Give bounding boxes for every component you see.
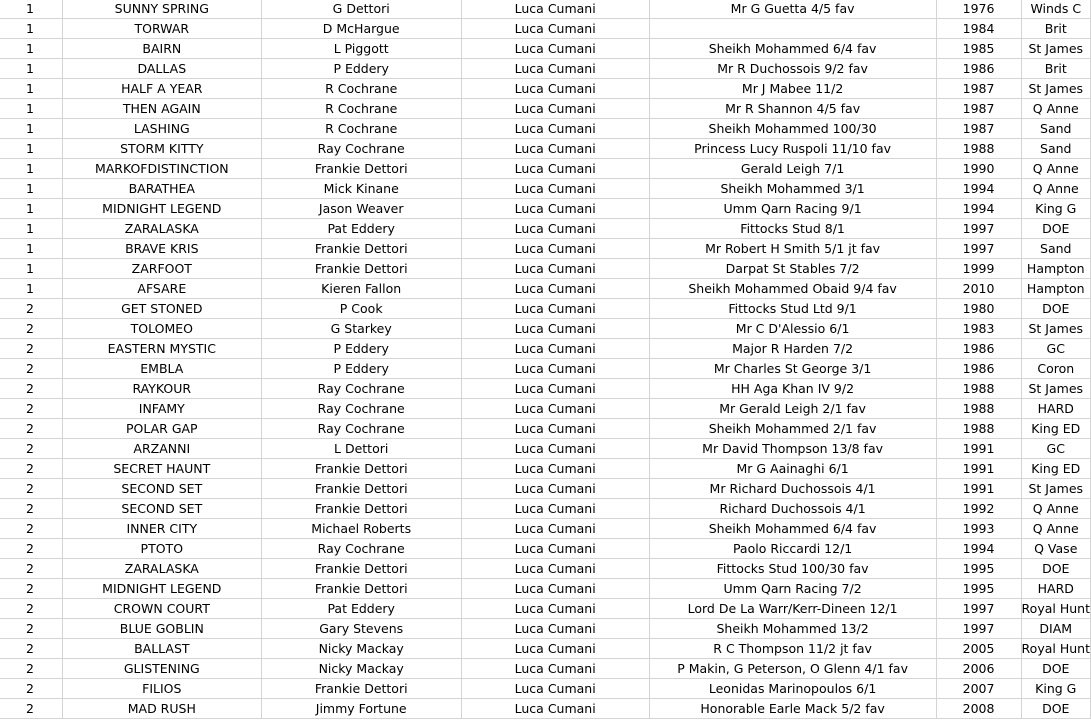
cell-year[interactable]: 1976 [936,0,1021,19]
cell-horse[interactable]: INFAMY [62,399,261,419]
table-row [0,499,1091,519]
cell-position[interactable]: 2 [0,459,62,479]
cell-race[interactable]: Royal Hunt [1021,639,1090,659]
cell-owner-odds[interactable]: Fittocks Stud 100/30 fav [649,559,936,579]
cell-jockey[interactable]: Frankie Dettori [261,579,461,599]
cell-trainer[interactable]: Luca Cumani [461,539,649,559]
cell-position[interactable]: 2 [0,319,62,339]
cell-horse[interactable]: BALLAST [62,639,261,659]
cell-position[interactable]: 2 [0,579,62,599]
cell-owner-odds[interactable]: Leonidas Marinopoulos 6/1 [649,679,936,699]
cell-position[interactable]: 1 [0,139,62,159]
table-row [0,679,1091,699]
cell-trainer[interactable]: Luca Cumani [461,359,649,379]
table-row [0,539,1091,559]
cell-trainer[interactable]: Luca Cumani [461,419,649,439]
cell-owner-odds[interactable]: Sheikh Mohammed 100/30 [649,119,936,139]
cell-horse[interactable]: POLAR GAP [62,419,261,439]
cell-trainer[interactable]: Luca Cumani [461,679,649,699]
table-row [0,359,1091,379]
table-row [0,19,1091,39]
table-row [0,239,1091,259]
cell-jockey[interactable]: Jason Weaver [261,199,461,219]
cell-race[interactable]: Hampton [1021,259,1090,279]
cell-trainer[interactable]: Luca Cumani [461,639,649,659]
cell-jockey[interactable]: R Cochrane [261,99,461,119]
cell-jockey[interactable]: Ray Cochrane [261,139,461,159]
cell-horse[interactable]: EASTERN MYSTIC [62,339,261,359]
cell-race[interactable]: HARD [1021,399,1090,419]
table-row [0,199,1091,219]
cell-trainer[interactable]: Luca Cumani [461,699,649,719]
cell-horse[interactable]: GLISTENING [62,659,261,679]
cell-position[interactable]: 1 [0,199,62,219]
cell-jockey[interactable]: Frankie Dettori [261,559,461,579]
cell-year[interactable]: 1988 [936,139,1021,159]
cell-race[interactable]: Coron [1021,359,1090,379]
cell-year[interactable]: 1991 [936,439,1021,459]
cell-horse[interactable]: ZARFOOT [62,259,261,279]
cell-position[interactable]: 1 [0,239,62,259]
cell-horse[interactable]: AFSARE [62,279,261,299]
cell-horse[interactable]: GET STONED [62,299,261,319]
table-row [0,439,1091,459]
cell-trainer[interactable]: Luca Cumani [461,619,649,639]
cell-year[interactable]: 1991 [936,479,1021,499]
table-row [0,59,1091,79]
cell-owner-odds[interactable]: Mr David Thompson 13/8 fav [649,439,936,459]
cell-owner-odds[interactable]: Mr Richard Duchossois 4/1 [649,479,936,499]
cell-jockey[interactable]: G Starkey [261,319,461,339]
cell-horse[interactable]: BAIRN [62,39,261,59]
cell-position[interactable]: 2 [0,659,62,679]
cell-year[interactable]: 1994 [936,179,1021,199]
cell-year[interactable]: 1986 [936,339,1021,359]
cell-horse[interactable]: STORM KITTY [62,139,261,159]
cell-race[interactable]: DOE [1021,559,1090,579]
cell-position[interactable]: 2 [0,399,62,419]
cell-position[interactable]: 2 [0,559,62,579]
cell-jockey[interactable]: Frankie Dettori [261,479,461,499]
cell-position[interactable]: 2 [0,519,62,539]
cell-race[interactable]: Royal Hunt [1021,599,1090,619]
cell-jockey[interactable]: Frankie Dettori [261,259,461,279]
table-row [0,119,1091,139]
table-row [0,639,1091,659]
cell-horse[interactable]: CROWN COURT [62,599,261,619]
cell-horse[interactable]: MARKOFDISTINCTION [62,159,261,179]
cell-owner-odds[interactable]: Gerald Leigh 7/1 [649,159,936,179]
cell-trainer[interactable]: Luca Cumani [461,159,649,179]
cell-race[interactable]: Sand [1021,119,1090,139]
cell-trainer[interactable]: Luca Cumani [461,479,649,499]
cell-position[interactable]: 2 [0,419,62,439]
cell-owner-odds[interactable]: Sheikh Mohammed 13/2 [649,619,936,639]
cell-owner-odds[interactable]: Fittocks Stud Ltd 9/1 [649,299,936,319]
cell-owner-odds[interactable]: Mr G Guetta 4/5 fav [649,0,936,19]
cell-owner-odds[interactable]: Sheikh Mohammed 2/1 fav [649,419,936,439]
cell-jockey[interactable]: Ray Cochrane [261,399,461,419]
cell-position[interactable]: 1 [0,119,62,139]
cell-owner-odds[interactable] [649,19,936,39]
cell-year[interactable]: 1997 [936,619,1021,639]
cell-race[interactable]: GC [1021,439,1090,459]
cell-horse[interactable]: HALF A YEAR [62,79,261,99]
cell-horse[interactable]: PTOTO [62,539,261,559]
cell-horse[interactable]: MAD RUSH [62,699,261,719]
cell-year[interactable]: 1994 [936,199,1021,219]
cell-year[interactable]: 1997 [936,219,1021,239]
table-row [0,659,1091,679]
cell-year[interactable]: 1994 [936,539,1021,559]
cell-position[interactable]: 2 [0,439,62,459]
cell-trainer[interactable]: Luca Cumani [461,179,649,199]
cell-position[interactable]: 2 [0,359,62,379]
cell-trainer[interactable]: Luca Cumani [461,459,649,479]
cell-owner-odds[interactable]: Princess Lucy Ruspoli 11/10 fav [649,139,936,159]
cell-jockey[interactable]: Nicky Mackay [261,639,461,659]
cell-year[interactable]: 1985 [936,39,1021,59]
cell-position[interactable]: 2 [0,339,62,359]
cell-jockey[interactable]: Frankie Dettori [261,679,461,699]
cell-owner-odds[interactable]: Fittocks Stud 8/1 [649,219,936,239]
cell-position[interactable]: 2 [0,299,62,319]
cell-year[interactable]: 2010 [936,279,1021,299]
cell-owner-odds[interactable]: Paolo Riccardi 12/1 [649,539,936,559]
cell-trainer[interactable]: Luca Cumani [461,199,649,219]
cell-race[interactable]: GC [1021,339,1090,359]
cell-jockey[interactable]: P Cook [261,299,461,319]
cell-owner-odds[interactable]: Mr R Shannon 4/5 fav [649,99,936,119]
cell-race[interactable]: Q Anne [1021,499,1090,519]
cell-jockey[interactable]: Frankie Dettori [261,499,461,519]
cell-owner-odds[interactable]: Lord De La Warr/Kerr-Dineen 12/1 [649,599,936,619]
cell-horse[interactable]: FILIOS [62,679,261,699]
cell-race[interactable]: St James [1021,319,1090,339]
cell-race[interactable]: St James [1021,479,1090,499]
cell-race[interactable]: Q Anne [1021,159,1090,179]
cell-owner-odds[interactable]: Honorable Earle Mack 5/2 fav [649,699,936,719]
cell-race[interactable]: Q Anne [1021,179,1090,199]
cell-race[interactable]: Winds C [1021,0,1090,19]
cell-trainer[interactable]: Luca Cumani [461,219,649,239]
cell-jockey[interactable]: Ray Cochrane [261,379,461,399]
cell-owner-odds[interactable]: Sheikh Mohammed Obaid 9/4 fav [649,279,936,299]
cell-position[interactable]: 1 [0,0,62,19]
cell-jockey[interactable]: Jimmy Fortune [261,699,461,719]
cell-horse[interactable]: ZARALASKA [62,559,261,579]
table-row [0,0,1091,19]
cell-race[interactable]: Sand [1021,139,1090,159]
cell-horse[interactable]: RAYKOUR [62,379,261,399]
cell-jockey[interactable]: Frankie Dettori [261,239,461,259]
cell-year[interactable]: 1980 [936,299,1021,319]
cell-owner-odds[interactable]: Mr J Mabee 11/2 [649,79,936,99]
cell-trainer[interactable]: Luca Cumani [461,559,649,579]
cell-year[interactable]: 1983 [936,319,1021,339]
table-row [0,559,1091,579]
cell-jockey[interactable]: Kieren Fallon [261,279,461,299]
cell-jockey[interactable]: Gary Stevens [261,619,461,639]
cell-position[interactable]: 1 [0,99,62,119]
cell-owner-odds[interactable]: Mr C D'Alessio 6/1 [649,319,936,339]
table-row [0,39,1091,59]
cell-owner-odds[interactable]: Umm Qarn Racing 9/1 [649,199,936,219]
cell-jockey[interactable]: Frankie Dettori [261,159,461,179]
cell-horse[interactable]: ZARALASKA [62,219,261,239]
cell-position[interactable]: 1 [0,59,62,79]
cell-race[interactable]: Brit [1021,19,1090,39]
cell-jockey[interactable]: L Piggott [261,39,461,59]
cell-jockey[interactable]: Ray Cochrane [261,419,461,439]
cell-position[interactable]: 2 [0,639,62,659]
cell-trainer[interactable]: Luca Cumani [461,39,649,59]
cell-race[interactable]: Hampton [1021,279,1090,299]
cell-jockey[interactable]: P Eddery [261,59,461,79]
cell-year[interactable]: 1990 [936,159,1021,179]
cell-year[interactable]: 2007 [936,679,1021,699]
cell-owner-odds[interactable]: R C Thompson 11/2 jt fav [649,639,936,659]
cell-owner-odds[interactable]: Mr G Aainaghi 6/1 [649,459,936,479]
cell-position[interactable]: 2 [0,479,62,499]
cell-race[interactable]: DIAM [1021,619,1090,639]
table-row [0,219,1091,239]
cell-jockey[interactable]: R Cochrane [261,79,461,99]
cell-owner-odds[interactable]: Sheikh Mohammed 6/4 fav [649,519,936,539]
table-row [0,479,1091,499]
cell-year[interactable]: 1993 [936,519,1021,539]
cell-owner-odds[interactable]: Sheikh Mohammed 6/4 fav [649,39,936,59]
cell-year[interactable]: 1991 [936,459,1021,479]
cell-trainer[interactable]: Luca Cumani [461,599,649,619]
cell-horse[interactable]: TOLOMEO [62,319,261,339]
cell-year[interactable]: 1992 [936,499,1021,519]
cell-trainer[interactable]: Luca Cumani [461,379,649,399]
cell-race[interactable]: DOE [1021,699,1090,719]
cell-horse[interactable]: MIDNIGHT LEGEND [62,199,261,219]
table-row [0,139,1091,159]
cell-year[interactable]: 1987 [936,119,1021,139]
cell-horse[interactable]: INNER CITY [62,519,261,539]
cell-year[interactable]: 1997 [936,239,1021,259]
cell-position[interactable]: 2 [0,599,62,619]
table-row [0,599,1091,619]
cell-trainer[interactable]: Luca Cumani [461,79,649,99]
cell-trainer[interactable]: Luca Cumani [461,279,649,299]
table-row [0,519,1091,539]
cell-position[interactable]: 1 [0,279,62,299]
cell-position[interactable]: 1 [0,19,62,39]
cell-owner-odds[interactable]: Sheikh Mohammed 3/1 [649,179,936,199]
cell-trainer[interactable]: Luca Cumani [461,519,649,539]
cell-year[interactable]: 1987 [936,79,1021,99]
cell-jockey[interactable]: G Dettori [261,0,461,19]
table-row [0,99,1091,119]
cell-year[interactable]: 1997 [936,599,1021,619]
cell-race[interactable]: King G [1021,199,1090,219]
table-row [0,79,1091,99]
cell-position[interactable]: 1 [0,39,62,59]
cell-race[interactable]: Sand [1021,239,1090,259]
cell-position[interactable]: 2 [0,539,62,559]
cell-jockey[interactable]: P Eddery [261,359,461,379]
cell-race[interactable]: Brit [1021,59,1090,79]
cell-position[interactable]: 1 [0,179,62,199]
table-row [0,299,1091,319]
cell-owner-odds[interactable]: Mr Charles St George 3/1 [649,359,936,379]
cell-trainer[interactable]: Luca Cumani [461,259,649,279]
cell-trainer[interactable]: Luca Cumani [461,499,649,519]
cell-year[interactable]: 2006 [936,659,1021,679]
cell-horse[interactable]: SUNNY SPRING [62,0,261,19]
cell-horse[interactable]: BLUE GOBLIN [62,619,261,639]
cell-trainer[interactable]: Luca Cumani [461,19,649,39]
cell-race[interactable]: DOE [1021,299,1090,319]
cell-horse[interactable]: TORWAR [62,19,261,39]
cell-horse[interactable]: SECOND SET [62,499,261,519]
cell-race[interactable]: King ED [1021,419,1090,439]
cell-year[interactable]: 1995 [936,579,1021,599]
cell-trainer[interactable]: Luca Cumani [461,0,649,19]
cell-horse[interactable]: SECOND SET [62,479,261,499]
table-row [0,579,1091,599]
cell-race[interactable]: Q Vase [1021,539,1090,559]
cell-owner-odds[interactable]: Darpat St Stables 7/2 [649,259,936,279]
table-row [0,259,1091,279]
cell-position[interactable]: 2 [0,499,62,519]
cell-position[interactable]: 2 [0,699,62,719]
cell-position[interactable]: 1 [0,79,62,99]
cell-position[interactable]: 1 [0,219,62,239]
cell-trainer[interactable]: Luca Cumani [461,139,649,159]
cell-year[interactable]: 1988 [936,399,1021,419]
cell-race[interactable]: King ED [1021,459,1090,479]
cell-race[interactable]: St James [1021,379,1090,399]
table-row [0,279,1091,299]
cell-owner-odds[interactable]: Mr R Duchossois 9/2 fav [649,59,936,79]
cell-horse[interactable]: SECRET HAUNT [62,459,261,479]
cell-trainer[interactable]: Luca Cumani [461,659,649,679]
cell-jockey[interactable]: L Dettori [261,439,461,459]
cell-position[interactable]: 2 [0,619,62,639]
cell-year[interactable]: 2005 [936,639,1021,659]
cell-jockey[interactable]: P Eddery [261,339,461,359]
cell-trainer[interactable]: Luca Cumani [461,59,649,79]
cell-owner-odds[interactable]: Richard Duchossois 4/1 [649,499,936,519]
cell-race[interactable]: St James [1021,39,1090,59]
cell-jockey[interactable]: Pat Eddery [261,599,461,619]
cell-horse[interactable]: THEN AGAIN [62,99,261,119]
table-row [0,619,1091,639]
cell-jockey[interactable]: Michael Roberts [261,519,461,539]
cell-position[interactable]: 2 [0,379,62,399]
table-row [0,339,1091,359]
cell-trainer[interactable]: Luca Cumani [461,579,649,599]
cell-year[interactable]: 1988 [936,419,1021,439]
cell-horse[interactable]: BRAVE KRIS [62,239,261,259]
cell-trainer[interactable]: Luca Cumani [461,399,649,419]
table-row [0,459,1091,479]
cell-owner-odds[interactable]: Mr Gerald Leigh 2/1 fav [649,399,936,419]
cell-jockey[interactable]: Nicky Mackay [261,659,461,679]
cell-horse[interactable]: LASHING [62,119,261,139]
cell-race[interactable]: HARD [1021,579,1090,599]
cell-trainer[interactable]: Luca Cumani [461,299,649,319]
cell-jockey[interactable]: Ray Cochrane [261,539,461,559]
cell-horse[interactable]: MIDNIGHT LEGEND [62,579,261,599]
cell-owner-odds[interactable]: HH Aga Khan IV 9/2 [649,379,936,399]
cell-year[interactable]: 2008 [936,699,1021,719]
cell-jockey[interactable]: D McHargue [261,19,461,39]
table-row [0,419,1091,439]
cell-year[interactable]: 1995 [936,559,1021,579]
cell-race[interactable]: Q Anne [1021,519,1090,539]
table-row [0,179,1091,199]
cell-owner-odds[interactable]: Major R Harden 7/2 [649,339,936,359]
cell-position[interactable]: 1 [0,259,62,279]
cell-position[interactable]: 2 [0,679,62,699]
cell-owner-odds[interactable]: Mr Robert H Smith 5/1 jt fav [649,239,936,259]
cell-race[interactable]: DOE [1021,219,1090,239]
table-row [0,399,1091,419]
cell-race[interactable]: DOE [1021,659,1090,679]
cell-year[interactable]: 1988 [936,379,1021,399]
cell-race[interactable]: King G [1021,679,1090,699]
cell-horse[interactable]: ARZANNI [62,439,261,459]
cell-trainer[interactable]: Luca Cumani [461,439,649,459]
cell-position[interactable]: 1 [0,159,62,179]
cell-horse[interactable]: EMBLA [62,359,261,379]
table-row [0,379,1091,399]
cell-race[interactable]: Q Anne [1021,99,1090,119]
cell-year[interactable]: 1999 [936,259,1021,279]
cell-year[interactable]: 1986 [936,359,1021,379]
cell-horse[interactable]: DALLAS [62,59,261,79]
cell-year[interactable]: 1984 [936,19,1021,39]
cell-jockey[interactable]: R Cochrane [261,119,461,139]
table-row [0,319,1091,339]
cell-race[interactable]: St James [1021,79,1090,99]
cell-trainer[interactable]: Luca Cumani [461,119,649,139]
cell-jockey[interactable]: Frankie Dettori [261,459,461,479]
cell-trainer[interactable]: Luca Cumani [461,319,649,339]
cell-year[interactable]: 1987 [936,99,1021,119]
cell-owner-odds[interactable]: P Makin, G Peterson, O Glenn 4/1 fav [649,659,936,679]
cell-owner-odds[interactable]: Umm Qarn Racing 7/2 [649,579,936,599]
cell-trainer[interactable]: Luca Cumani [461,239,649,259]
cell-year[interactable]: 1986 [936,59,1021,79]
cell-trainer[interactable]: Luca Cumani [461,339,649,359]
cell-jockey[interactable]: Mick Kinane [261,179,461,199]
cell-jockey[interactable]: Pat Eddery [261,219,461,239]
cell-horse[interactable]: BARATHEA [62,179,261,199]
table-row [0,699,1091,719]
table-row [0,159,1091,179]
cell-trainer[interactable]: Luca Cumani [461,99,649,119]
